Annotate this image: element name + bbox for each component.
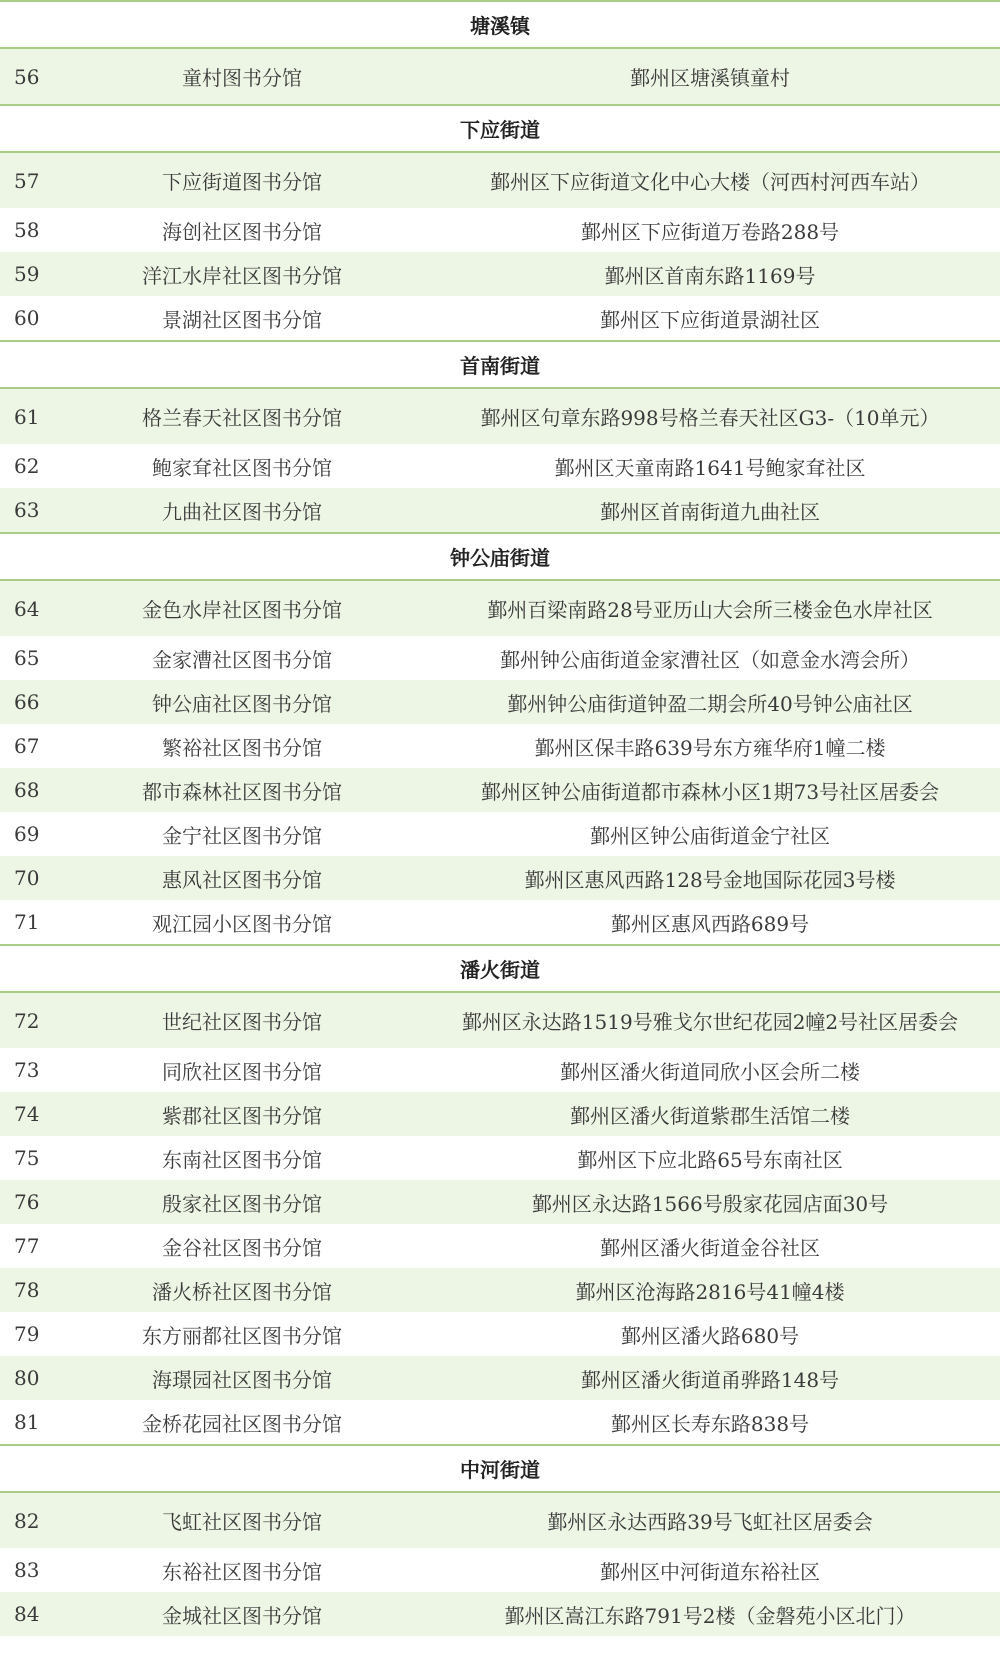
table-row (0, 1224, 1000, 1268)
branch-address: 鄞州区句章东路998号格兰春天社区G3-（10单元） (480, 406, 940, 430)
row-number: 72 (14, 1008, 40, 1033)
branch-name: 殷家社区图书分馆 (162, 1191, 322, 1216)
table-row (0, 1356, 1000, 1400)
table-row (0, 724, 1000, 768)
row-number: 74 (14, 1102, 40, 1126)
row-number: 68 (14, 778, 40, 802)
table-row (0, 856, 1000, 900)
table-row (0, 1180, 1000, 1224)
branch-address: 鄞州区保丰路639号东方雍华府1幢二楼 (534, 735, 886, 760)
row-number: 70 (14, 866, 40, 890)
branch-name: 东裕社区图书分馆 (162, 1559, 322, 1584)
branch-address: 鄞州区永达西路39号飞虹社区居委会 (547, 1510, 873, 1534)
branch-name: 童村图书分馆 (182, 66, 302, 90)
table-row (0, 389, 1000, 444)
table-row (0, 488, 1000, 532)
row-number: 80 (14, 1366, 40, 1390)
table-row (0, 296, 1000, 340)
row-number: 63 (14, 498, 40, 522)
row-number: 65 (14, 646, 40, 670)
branch-name: 金宁社区图书分馆 (162, 823, 322, 848)
branch-name: 景湖社区图书分馆 (162, 307, 322, 332)
branch-address: 鄞州区潘火路680号 (620, 1323, 800, 1348)
branch-address: 鄞州区天童南路1641号鲍家耷社区 (554, 455, 866, 480)
table-row (0, 1493, 1000, 1548)
section-header: 下应街道 (0, 104, 1000, 153)
branch-name: 潘火桥社区图书分馆 (152, 1279, 332, 1304)
branch-name: 金色水岸社区图书分馆 (142, 598, 342, 622)
table-row (0, 252, 1000, 296)
table-row (0, 993, 1000, 1048)
branch-name: 金城社区图书分馆 (162, 1603, 322, 1628)
branch-name: 同欣社区图书分馆 (162, 1059, 322, 1084)
section-header: 塘溪镇 (0, 0, 1000, 49)
table-row (0, 1268, 1000, 1312)
row-number: 82 (14, 1508, 40, 1533)
branch-address: 鄞州区惠风西路128号金地国际花园3号楼 (524, 867, 896, 892)
row-number: 60 (14, 306, 40, 330)
row-number: 67 (14, 734, 40, 758)
row-number: 83 (14, 1558, 40, 1582)
row-number: 66 (14, 690, 40, 714)
branch-address: 鄞州区首南东路1169号 (604, 263, 816, 288)
branch-name: 鲍家耷社区图书分馆 (152, 455, 332, 480)
branch-name: 东南社区图书分馆 (162, 1147, 322, 1172)
branch-name: 金桥花园社区图书分馆 (142, 1411, 342, 1436)
branch-address: 鄞州区惠风西路689号 (610, 911, 810, 936)
branch-address: 鄞州区沧海路2816号41幢4楼 (575, 1279, 845, 1304)
table-row (0, 768, 1000, 812)
table-row (0, 1092, 1000, 1136)
row-number: 73 (14, 1058, 40, 1082)
branch-name: 海创社区图书分馆 (162, 219, 322, 244)
row-number: 61 (14, 404, 40, 429)
branch-address: 鄞州钟公庙街道金家漕社区（如意金水湾会所） (500, 647, 920, 672)
row-number: 62 (14, 454, 40, 478)
branch-name: 都市森林社区图书分馆 (142, 779, 342, 804)
table-row (0, 680, 1000, 724)
table-row (0, 1048, 1000, 1092)
table-row (0, 208, 1000, 252)
table-row (0, 1136, 1000, 1180)
table-row (0, 1312, 1000, 1356)
branch-name: 金家漕社区图书分馆 (152, 647, 332, 672)
section-header: 钟公庙街道 (0, 532, 1000, 581)
branch-address: 鄞州区嵩江东路791号2楼（金磐苑小区北门） (504, 1603, 916, 1628)
table-row (0, 581, 1000, 636)
row-number: 56 (14, 64, 40, 89)
row-number: 69 (14, 822, 40, 846)
branch-address: 鄞州区潘火街道紫郡生活馆二楼 (570, 1103, 850, 1128)
row-number: 58 (14, 218, 40, 242)
branch-address: 鄞州区长寿东路838号 (610, 1411, 810, 1436)
branch-name: 世纪社区图书分馆 (162, 1010, 322, 1034)
row-number: 59 (14, 262, 40, 286)
branch-address: 鄞州区中河街道东裕社区 (600, 1559, 820, 1584)
table-row (0, 636, 1000, 680)
row-number: 81 (14, 1410, 40, 1434)
branch-name: 东方丽都社区图书分馆 (142, 1323, 342, 1348)
row-number: 84 (14, 1602, 40, 1626)
branch-name: 九曲社区图书分馆 (162, 499, 322, 524)
section-header: 中河街道 (0, 1444, 1000, 1493)
branch-address: 鄞州区永达路1519号雅戈尔世纪花园2幢2号社区居委会 (461, 1010, 959, 1034)
branch-address: 鄞州区下应北路65号东南社区 (577, 1147, 843, 1172)
table-row (0, 900, 1000, 944)
table-row (0, 49, 1000, 104)
branch-address: 鄞州区下应街道万卷路288号 (580, 219, 840, 244)
branch-address: 鄞州区潘火街道甬骅路148号 (580, 1367, 840, 1392)
table-row (0, 153, 1000, 208)
branch-name: 洋江水岸社区图书分馆 (142, 263, 342, 288)
branch-name: 观江园小区图书分馆 (152, 911, 332, 936)
table-row (0, 1592, 1000, 1636)
branch-address: 鄞州区首南街道九曲社区 (600, 499, 820, 524)
table-row (0, 444, 1000, 488)
row-number: 75 (14, 1146, 40, 1170)
branch-address: 鄞州区潘火街道同欣小区会所二楼 (560, 1059, 860, 1084)
row-number: 76 (14, 1190, 40, 1214)
section-header: 首南街道 (0, 340, 1000, 389)
row-number: 57 (14, 168, 40, 193)
branch-address: 鄞州百梁南路28号亚历山大会所三楼金色水岸社区 (487, 598, 933, 622)
row-number: 71 (14, 910, 40, 934)
table-row (0, 812, 1000, 856)
branch-address: 鄞州区塘溪镇童村 (630, 66, 790, 90)
branch-name: 繁裕社区图书分馆 (162, 735, 322, 760)
branch-name: 金谷社区图书分馆 (162, 1235, 322, 1260)
branch-name: 格兰春天社区图书分馆 (142, 406, 342, 430)
row-number: 79 (14, 1322, 40, 1346)
branch-address: 鄞州区下应街道文化中心大楼（河西村河西车站） (490, 170, 930, 194)
branch-name: 钟公庙社区图书分馆 (152, 691, 332, 716)
branch-name: 下应街道图书分馆 (162, 170, 322, 194)
branch-address: 鄞州区潘火街道金谷社区 (600, 1235, 820, 1260)
branch-name: 紫郡社区图书分馆 (162, 1103, 322, 1128)
branch-address: 鄞州区钟公庙街道都市森林小区1期73号社区居委会 (480, 779, 940, 804)
branch-name: 海璟园社区图书分馆 (152, 1367, 332, 1392)
branch-address: 鄞州区永达路1566号殷家花园店面30号 (531, 1191, 889, 1216)
table-row (0, 1400, 1000, 1444)
branch-name: 惠风社区图书分馆 (162, 867, 322, 892)
table-row (0, 1548, 1000, 1592)
row-number: 64 (14, 596, 40, 621)
row-number: 77 (14, 1234, 40, 1258)
row-number: 78 (14, 1278, 40, 1302)
branch-address: 鄞州区钟公庙街道金宁社区 (590, 823, 830, 848)
section-header: 潘火街道 (0, 944, 1000, 993)
branch-address: 鄞州钟公庙街道钟盈二期会所40号钟公庙社区 (507, 691, 913, 716)
branch-address: 鄞州区下应街道景湖社区 (600, 307, 820, 332)
branch-name: 飞虹社区图书分馆 (162, 1510, 322, 1534)
